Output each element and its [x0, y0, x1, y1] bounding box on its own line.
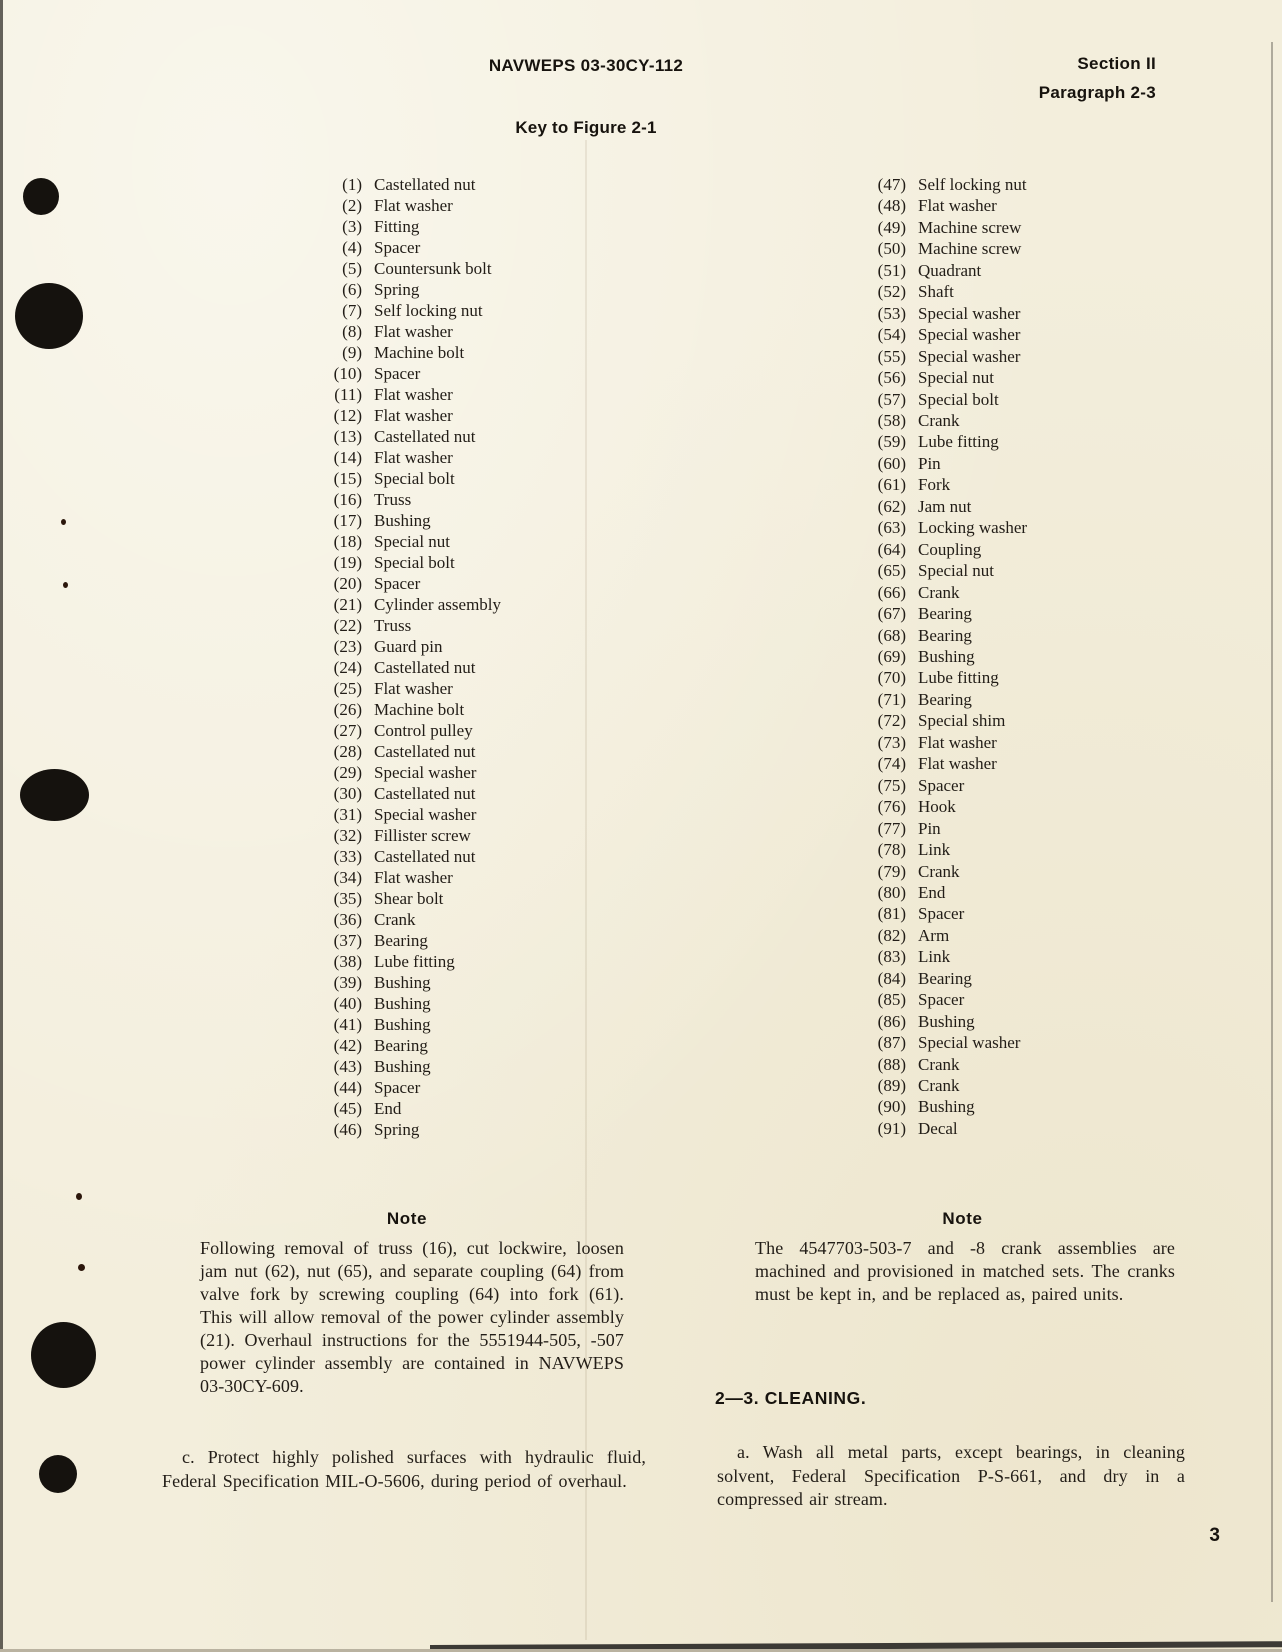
key-item-label: Machine bolt [374, 343, 465, 362]
key-item-label: Bushing [374, 994, 431, 1013]
key-item-label: Lube fitting [918, 668, 999, 688]
key-item [309, 1035, 501, 1056]
key-item-number: (41) [333, 1015, 362, 1034]
key-item-label: Crank [918, 582, 960, 602]
key-item-number: (3) [342, 217, 362, 236]
key-item [853, 238, 1027, 259]
key-item-number: (86) [877, 1011, 906, 1031]
key-item-label: Countersunk bolt [374, 259, 492, 278]
key-item-number: (39) [333, 973, 362, 992]
key-item [853, 1118, 1027, 1139]
key-item-label: Bearing [918, 689, 972, 709]
key-item-label: Spacer [374, 238, 421, 257]
key-item-label: Decal [918, 1118, 958, 1138]
key-item-label: Bearing [918, 625, 972, 645]
key-item-label: Special bolt [374, 469, 455, 488]
key-item [309, 930, 501, 951]
key-item [309, 741, 501, 762]
key-item-label: Lube fitting [918, 432, 999, 452]
key-item-label: Control pulley [374, 721, 473, 740]
key-item [309, 174, 501, 195]
key-item-number: (6) [342, 280, 362, 299]
key-item-number: (76) [877, 797, 906, 817]
key-item [853, 689, 1027, 710]
key-item-label: Hook [918, 797, 956, 817]
key-item-label: Special washer [918, 1033, 1021, 1053]
key-item [853, 346, 1027, 367]
key-item-label: Spacer [918, 904, 965, 924]
key-item [853, 882, 1027, 903]
key-item [853, 195, 1027, 216]
key-item-number: (66) [877, 582, 906, 602]
key-item-number: (17) [333, 511, 362, 530]
key-item-number: (64) [877, 539, 906, 559]
note-heading: Note [386, 1209, 428, 1228]
key-item-number: (45) [333, 1099, 362, 1118]
key-item-number: (34) [333, 868, 362, 887]
key-item-label: Special nut [918, 561, 995, 581]
key-item-number: (53) [877, 303, 906, 323]
key-item-label: Jam nut [918, 496, 972, 516]
key-item-number: (61) [877, 475, 906, 495]
key-item-label: Special washer [374, 763, 477, 782]
key-item [309, 384, 501, 405]
key-item-label: Shaft [918, 282, 954, 302]
key-item [309, 951, 501, 972]
key-item-number: (1) [342, 175, 362, 194]
key-item-number: (10) [333, 364, 362, 383]
key-item-label: Shear bolt [374, 889, 444, 908]
key-item-label: Flat washer [374, 322, 453, 341]
key-item-label: Bushing [918, 1097, 975, 1117]
key-item-number: (84) [877, 968, 906, 988]
key-item-number: (82) [877, 925, 906, 945]
key-item [853, 410, 1027, 431]
key-item-number: (70) [877, 668, 906, 688]
key-item-label: Castellated nut [374, 175, 476, 194]
key-item-number: (42) [333, 1036, 362, 1055]
key-item-number: (83) [877, 947, 906, 967]
key-item-label: Special washer [918, 303, 1021, 323]
key-item-label: Castellated nut [374, 658, 476, 677]
key-item-number: (49) [877, 217, 906, 237]
paper-speck [78, 1264, 85, 1271]
key-item-number: (7) [342, 301, 362, 320]
key-item-label: Bearing [374, 931, 428, 950]
note-heading: Note [942, 1209, 983, 1228]
key-item-label: Special shim [918, 711, 1006, 731]
key-item [309, 1077, 501, 1098]
key-item-number: (24) [333, 658, 362, 677]
key-item-number: (89) [877, 1076, 906, 1096]
key-item [309, 1014, 501, 1035]
key-item [853, 1096, 1027, 1117]
key-item-number: (44) [333, 1078, 362, 1097]
key-item-label: End [918, 882, 946, 902]
key-item-label: Flat washer [374, 679, 453, 698]
key-item-label: Quadrant [918, 260, 982, 280]
key-item [309, 846, 501, 867]
key-item-number: (52) [877, 282, 906, 302]
key-item-number: (58) [877, 410, 906, 430]
key-item-label: Self locking nut [374, 301, 483, 320]
key-item-label: Coupling [918, 539, 982, 559]
key-item [309, 993, 501, 1014]
key-item [309, 531, 501, 552]
key-item-number: (54) [877, 325, 906, 345]
key-item [309, 804, 501, 825]
key-item-number: (69) [877, 646, 906, 666]
key-item-number: (74) [877, 754, 906, 774]
key-item-label: Flat washer [374, 406, 453, 425]
binding-ink-mark [31, 1322, 96, 1388]
key-column-left [309, 174, 501, 1140]
key-item-label: Flat washer [374, 385, 453, 404]
key-item [853, 646, 1027, 667]
key-item-label: Special washer [918, 325, 1021, 345]
key-item [309, 552, 501, 573]
binding-ink-mark [20, 769, 89, 821]
key-item [853, 775, 1027, 796]
key-item-number: (15) [333, 469, 362, 488]
key-item-label: Castellated nut [374, 847, 476, 866]
key-item-label: Flat washer [374, 448, 453, 467]
key-item-number: (20) [333, 574, 362, 593]
key-item-label: End [374, 1099, 402, 1118]
key-item-number: (90) [877, 1097, 906, 1117]
key-item-number: (77) [877, 818, 906, 838]
key-item [853, 324, 1027, 345]
key-item-label: Crank [918, 1076, 960, 1096]
key-item [309, 909, 501, 930]
key-item [309, 237, 501, 258]
key-item [309, 216, 501, 237]
document-number: NAVWEPS 03-30CY-112 [488, 56, 684, 75]
key-item-label: Spacer [918, 990, 965, 1010]
key-item-number: (40) [333, 994, 362, 1013]
paragraph-protect: c. Protect highly polished surfaces with hydraulic fluid, Federal Specification MIL-O-5606, during period of overhaul. [162, 1447, 646, 1491]
key-item [309, 279, 501, 300]
key-item-number: (29) [333, 763, 362, 782]
key-item [309, 321, 501, 342]
key-item-number: (51) [877, 260, 906, 280]
key-item [853, 174, 1027, 195]
key-item [853, 474, 1027, 495]
key-item-label: Bushing [918, 646, 975, 666]
key-item-label: Link [918, 840, 951, 860]
paper-speck [61, 519, 66, 525]
key-item-label: Fillister screw [374, 826, 471, 845]
key-item [853, 667, 1027, 688]
key-item-number: (8) [342, 322, 362, 341]
key-item [309, 657, 501, 678]
key-item-label: Truss [374, 616, 412, 635]
key-item-number: (2) [342, 196, 362, 215]
key-item-label: Bushing [374, 973, 431, 992]
key-item [853, 517, 1027, 538]
key-column-right [853, 174, 1027, 1139]
key-item [853, 217, 1027, 238]
key-item-label: Special nut [374, 532, 451, 551]
key-item [853, 260, 1027, 281]
key-item [309, 783, 501, 804]
key-item [309, 888, 501, 909]
key-item-number: (55) [877, 346, 906, 366]
key-item [853, 367, 1027, 388]
key-item-number: (72) [877, 711, 906, 731]
key-item [309, 342, 501, 363]
key-item [309, 678, 501, 699]
key-item-number: (27) [333, 721, 362, 740]
key-item [309, 489, 501, 510]
key-item-label: Pin [918, 818, 941, 838]
key-item-label: Bearing [374, 1036, 428, 1055]
key-item-number: (63) [877, 518, 906, 538]
key-item-label: Locking washer [918, 518, 1028, 538]
key-item-label: Spacer [374, 1078, 421, 1097]
key-item-label: Spring [374, 280, 420, 299]
key-item [309, 1098, 501, 1119]
key-item-number: (35) [333, 889, 362, 908]
key-item-number: (91) [877, 1118, 906, 1138]
key-item-label: Flat washer [918, 196, 997, 216]
key-item-label: Special washer [918, 346, 1021, 366]
key-item-number: (25) [333, 679, 362, 698]
key-item [309, 426, 501, 447]
key-item-label: Bushing [918, 1011, 975, 1031]
key-item [309, 1056, 501, 1077]
key-item-label: Bearing [918, 968, 972, 988]
key-item-number: (11) [334, 385, 362, 404]
key-item [853, 946, 1027, 967]
key-item-label: Bushing [374, 511, 431, 530]
key-item [853, 389, 1027, 410]
key-item-number: (4) [342, 238, 362, 257]
key-item-label: Spacer [374, 574, 421, 593]
key-item-number: (88) [877, 1054, 906, 1074]
key-item [309, 573, 501, 594]
key-item [309, 762, 501, 783]
key-item [853, 281, 1027, 302]
key-item [309, 510, 501, 531]
key-item-number: (80) [877, 882, 906, 902]
key-item [853, 625, 1027, 646]
key-item-label: Machine bolt [374, 700, 465, 719]
key-item-number: (46) [333, 1120, 362, 1139]
key-item-number: (14) [333, 448, 362, 467]
key-item [309, 1119, 501, 1140]
key-item-label: Crank [918, 410, 960, 430]
key-item [853, 818, 1027, 839]
key-item-number: (60) [877, 453, 906, 473]
key-item-label: Special nut [918, 368, 995, 388]
key-item-label: Castellated nut [374, 427, 476, 446]
key-item [853, 1075, 1027, 1096]
key-item-number: (62) [877, 496, 906, 516]
key-item-label: Bearing [918, 604, 972, 624]
key-item [853, 968, 1027, 989]
key-item [853, 539, 1027, 560]
key-item-number: (18) [333, 532, 362, 551]
page-number: 3 [1209, 1525, 1220, 1546]
key-item [853, 453, 1027, 474]
key-item-number: (47) [877, 175, 906, 194]
key-item [853, 861, 1027, 882]
key-item-number: (30) [333, 784, 362, 803]
key-item-label: Machine screw [918, 217, 1022, 237]
key-item-label: Crank [918, 1054, 960, 1074]
paper-speck [63, 582, 68, 588]
key-item-number: (79) [877, 861, 906, 881]
key-item-number: (12) [333, 406, 362, 425]
key-item-label: Special washer [374, 805, 477, 824]
key-item-number: (65) [877, 561, 906, 581]
key-item-number: (19) [333, 553, 362, 572]
key-item [853, 989, 1027, 1010]
key-item-label: Pin [918, 453, 941, 473]
key-item [853, 925, 1027, 946]
key-item-label: Lube fitting [374, 952, 455, 971]
key-item [309, 405, 501, 426]
key-item-number: (78) [877, 840, 906, 860]
key-item-number: (81) [877, 904, 906, 924]
key-item [309, 258, 501, 279]
note-body: The 4547703-503-7 and -8 crank assemblies are machined and provisioned in matched sets. The cranks must be kept in, and be replaced as, paired units. [755, 1238, 1175, 1304]
key-item-label: Crank [918, 861, 960, 881]
key-item-label: Flat washer [918, 732, 997, 752]
key-item-number: (56) [877, 368, 906, 388]
key-item-number: (33) [333, 847, 362, 866]
key-item-label: Link [918, 947, 951, 967]
note-body: Following removal of truss (16), cut lockwire, loosen jam nut (62), nut (65), and separate coupling (64) from valve fork by screwing coupling (64) into fork (61). This will allow removal of the power cylinder assembly (21). Overhaul instructions for the 5551944-505, -507 power cylinder assembly are contained in NAVWEPS 03-30CY-609. [200, 1238, 624, 1396]
key-item-number: (22) [333, 616, 362, 635]
binding-ink-mark [39, 1455, 77, 1493]
key-item-number: (50) [877, 239, 906, 259]
key-item [853, 903, 1027, 924]
key-item [309, 972, 501, 993]
key-item [853, 1054, 1027, 1075]
key-item [309, 636, 501, 657]
key-item-number: (23) [333, 637, 362, 656]
key-item-label: Flat washer [918, 754, 997, 774]
key-item-label: Special bolt [918, 389, 999, 409]
key-item-number: (38) [333, 952, 362, 971]
key-item-number: (9) [342, 343, 362, 362]
key-item-number: (85) [877, 990, 906, 1010]
key-item-label: Crank [374, 910, 416, 929]
key-item-number: (13) [333, 427, 362, 446]
paragraph-reference: Paragraph 2-3 [1038, 83, 1156, 102]
key-item [853, 431, 1027, 452]
key-item-label: Self locking nut [918, 175, 1027, 194]
section-reference: Section II [1077, 54, 1156, 73]
key-item-number: (43) [333, 1057, 362, 1076]
key-item-label: Machine screw [918, 239, 1022, 259]
key-item [853, 303, 1027, 324]
key-item [309, 447, 501, 468]
key-item-number: (87) [877, 1033, 906, 1053]
key-item-number: (48) [877, 196, 906, 216]
page-left-edge [0, 0, 3, 1652]
key-item [309, 825, 501, 846]
key-title: Key to Figure 2-1 [515, 118, 657, 137]
key-item-number: (75) [877, 775, 906, 795]
paper-speck [76, 1193, 82, 1200]
key-item-label: Arm [918, 925, 950, 945]
key-item-number: (73) [877, 732, 906, 752]
key-item [309, 720, 501, 741]
key-item [853, 732, 1027, 753]
key-item [309, 594, 501, 615]
key-item-label: Spring [374, 1120, 420, 1139]
key-item-label: Guard pin [374, 637, 443, 656]
key-item [853, 1011, 1027, 1032]
key-item-number: (26) [333, 700, 362, 719]
key-item-label: Fitting [374, 217, 420, 236]
key-item-number: (68) [877, 625, 906, 645]
key-item [309, 195, 501, 216]
key-item-number: (28) [333, 742, 362, 761]
key-item-label: Special bolt [374, 553, 455, 572]
key-item-number: (36) [333, 910, 362, 929]
key-item [853, 603, 1027, 624]
key-item-number: (32) [333, 826, 362, 845]
key-item-number: (57) [877, 389, 906, 409]
binding-ink-mark [23, 178, 59, 215]
cleaning-section-heading: 2—3. CLEANING. [715, 1388, 867, 1408]
key-item-label: Flat washer [374, 868, 453, 887]
key-item [853, 839, 1027, 860]
key-item [853, 496, 1027, 517]
key-item-number: (67) [877, 604, 906, 624]
key-item [309, 363, 501, 384]
key-item [309, 867, 501, 888]
key-item-label: Spacer [918, 775, 965, 795]
key-item-number: (59) [877, 432, 906, 452]
page-right-edge [1271, 42, 1273, 1602]
key-item [853, 560, 1027, 581]
key-item-label: Flat washer [374, 196, 453, 215]
paragraph-cleaning-a: a. Wash all metal parts, except bearings, in cleaning solvent, Federal Specification P-S-661, and dry in a compressed air stream. [717, 1442, 1185, 1509]
key-item-label: Castellated nut [374, 784, 476, 803]
paper-crease [585, 140, 587, 1640]
key-item-label: Bushing [374, 1057, 431, 1076]
key-item [853, 753, 1027, 774]
key-item-number: (37) [333, 931, 362, 950]
key-item-label: Fork [918, 475, 951, 495]
key-item-label: Cylinder assembly [374, 595, 502, 614]
key-item [853, 582, 1027, 603]
key-item-number: (21) [333, 595, 362, 614]
key-item [853, 796, 1027, 817]
key-item-label: Truss [374, 490, 412, 509]
key-item-label: Bushing [374, 1015, 431, 1034]
key-item-number: (71) [877, 689, 906, 709]
key-item-label: Spacer [374, 364, 421, 383]
key-item-number: (5) [342, 259, 362, 278]
key-item-label: Castellated nut [374, 742, 476, 761]
key-item [309, 300, 501, 321]
key-item-number: (31) [333, 805, 362, 824]
key-item [309, 699, 501, 720]
key-item-number: (16) [333, 490, 362, 509]
binding-ink-mark [15, 283, 83, 349]
key-item [853, 1032, 1027, 1053]
key-item [309, 468, 501, 489]
key-item [309, 615, 501, 636]
key-item [853, 710, 1027, 731]
